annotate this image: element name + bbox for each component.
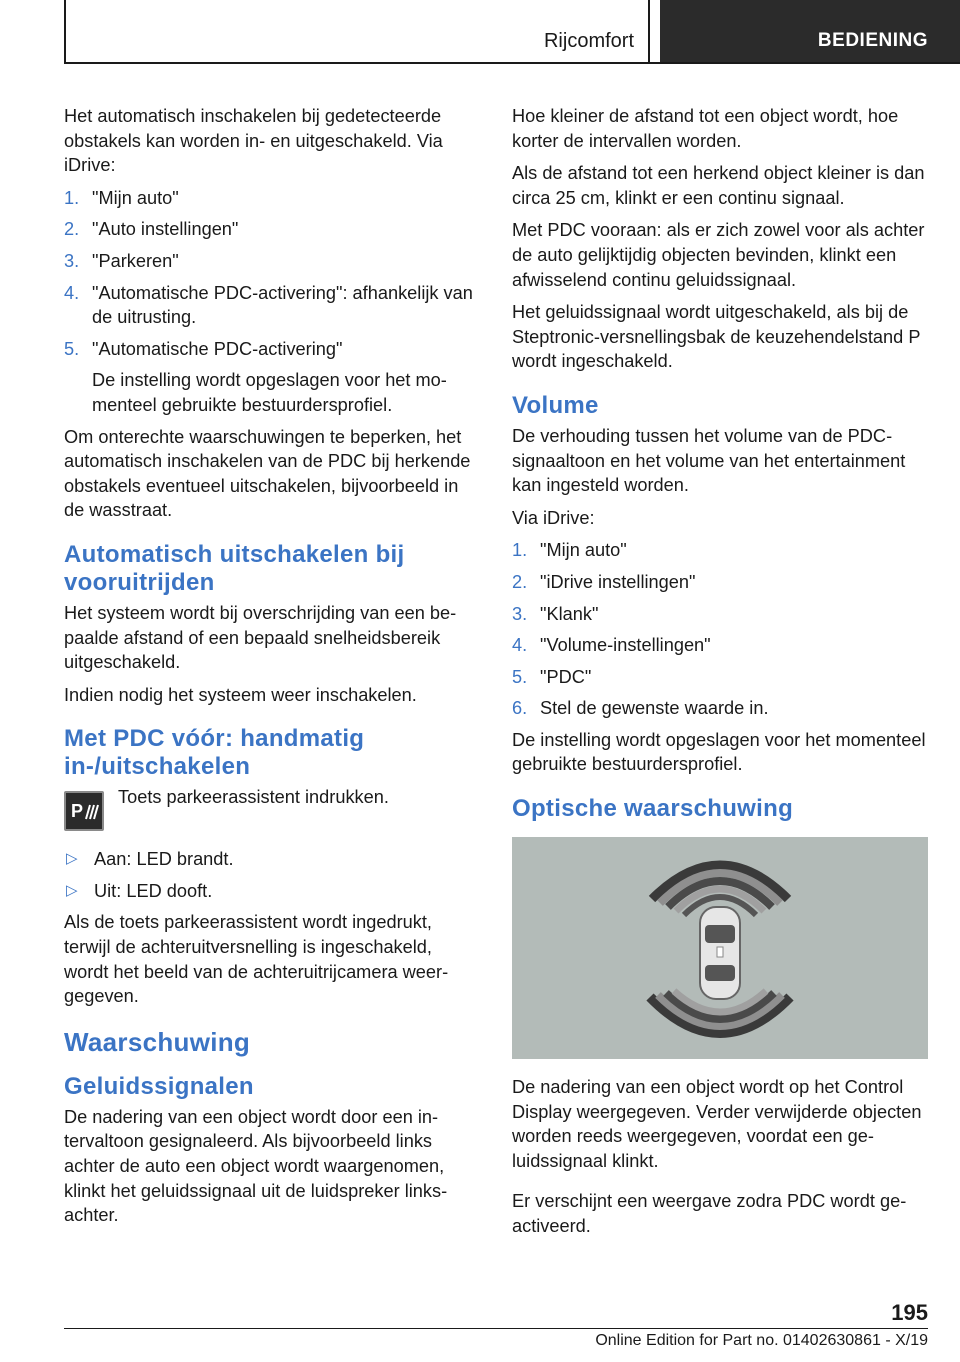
header-rule <box>64 62 960 64</box>
paragraph: Als de toets parkeerassistent wordt ingedrukt, terwijl de achteruitversnelling is ingeschakeld, wordt het beeld van de achteruitrijcamera weergegeven. <box>64 912 449 1007</box>
step-text: "iDrive instellingen" <box>540 571 696 592</box>
list-item <box>64 847 479 872</box>
paragraph: Hoe kleiner de afstand tot een object wordt, hoe korter de intervallen worden. <box>512 106 899 151</box>
step-text: "Parkeren" <box>92 250 179 271</box>
step-number: 2. <box>64 219 80 240</box>
paragraph: Het systeem wordt bij overschrijding van een bepaalde afstand of een bepaald snelheidsbereik uitgeschakeld. <box>64 602 457 673</box>
paragraph: Met PDC vooraan: als er zich zowel voor als achter de auto gelijktijdig objecten bevinden, klinkt een afwisselend continu geluidssignaal. <box>512 220 925 290</box>
right-column <box>512 104 927 1247</box>
list-item <box>512 665 927 690</box>
step-note: De instelling wordt opgeslagen voor het momenteel gebruikte bestuurdersprofiel. <box>92 370 447 415</box>
button-instruction-text: Toets parkeerassistent indrukken. <box>118 787 389 808</box>
heading-sound-signals: Geluidssignalen <box>64 1072 254 1100</box>
list-item <box>512 570 927 595</box>
step-text: "PDC" <box>540 666 592 687</box>
led-state-list <box>64 847 479 903</box>
list-item <box>512 633 927 658</box>
heading-optical-warning: Optische waarschuwing <box>512 795 794 823</box>
list-item <box>64 337 479 418</box>
svg-text:P: P <box>71 801 84 822</box>
step-number: 1. <box>512 540 528 561</box>
paragraph: Er verschijnt een weergave zodra PDC wordt geactiveerd. <box>512 1191 907 1237</box>
list-item <box>512 696 927 721</box>
list-item <box>64 879 479 904</box>
header-divider <box>648 0 650 64</box>
step-text: "Klank" <box>540 603 599 624</box>
button-instruction <box>64 785 479 835</box>
paragraph: De nadering van een object wordt door een intervaltoon gesignaleerd. Als bijvoorbeeld links achter de auto een object wordt waargenomen, klinkt het geluidssignaal uit de luidspreker linksachter. <box>64 1106 448 1226</box>
step-number: 4. <box>64 282 80 303</box>
step-text: "Automatische PDC-activering" <box>92 338 343 359</box>
step-text: "Auto instellingen" <box>92 219 239 240</box>
header-section-title: Rijcomfort <box>543 30 634 52</box>
step-number: 5. <box>512 666 528 687</box>
auto-pdc-steps <box>64 186 479 418</box>
step-number: 4. <box>512 635 528 656</box>
paragraph: Het geluidssignaal wordt uitgeschakeld, als bij de Steptronic-versnellingsbak de keuzehendelstand P wordt ingeschakeld. <box>512 302 921 372</box>
paragraph: De verhouding tussen het volume van de PDC-signaaltoon en het volume van het entertainment kan ingesteld worden. <box>512 425 906 496</box>
header-chapter-tab <box>660 0 960 62</box>
footer-edition: Online Edition for Part no. 01402630861 - X/19 <box>595 1332 928 1349</box>
step-number: 3. <box>64 250 80 271</box>
step-text: "Automatische PDC-activering": afhankelijk van de uitrusting. <box>92 282 473 328</box>
step-number: 6. <box>512 698 528 719</box>
bullet-text: Uit: LED dooft. <box>94 880 213 901</box>
step-text: "Volume-instellingen" <box>540 635 711 656</box>
triangle-bullet-icon: ▷ <box>66 850 78 868</box>
triangle-bullet-icon: ▷ <box>66 881 78 899</box>
heading-auto-off: Automatisch uitschakelen bij vooruitrijden <box>64 540 405 596</box>
footer-rule <box>64 1328 928 1329</box>
heading-volume: Volume <box>512 391 599 419</box>
left-column <box>64 104 479 1236</box>
list-item <box>64 217 479 242</box>
heading-manual-toggle: Met PDC vóór: handmatig in-/uitschakelen <box>64 725 365 781</box>
list-item <box>64 249 479 274</box>
list-item <box>512 538 927 563</box>
paragraph: Om onterechte waarschuwingen te beperken, het automatisch inschakelen van de PDC bij herkende obstakels eventueel uitschakelen, bijvoorbeeld in de wasstraat. <box>64 426 471 521</box>
pdc-display-illustration <box>512 837 928 1059</box>
paragraph: Als de afstand tot een herkend object kleiner is dan circa 25 cm, klinkt er een continu signaal. <box>512 163 925 208</box>
bullet-text: Aan: LED brandt. <box>94 849 234 870</box>
header-left-rule <box>64 0 66 64</box>
step-text: Stel de gewenste waarde in. <box>540 698 769 719</box>
paragraph: De nadering van een object wordt op het Control Display weergegeven. Verder verwijderde objecten worden reeds weergegeven, voordat een geluidssignaal klinkt. <box>512 1077 922 1171</box>
list-item <box>64 186 479 211</box>
list-item <box>512 602 927 627</box>
step-number: 1. <box>64 187 80 208</box>
park-assist-button-icon <box>64 791 104 831</box>
volume-steps <box>512 538 927 721</box>
paragraph: Indien nodig het systeem weer inschakelen. <box>64 684 417 705</box>
step-number: 5. <box>64 338 80 359</box>
paragraph: De instelling wordt opgeslagen voor het momenteel gebruikte bestuurdersprofiel. <box>512 729 926 775</box>
list-item <box>64 281 479 330</box>
heading-warning: Waarschuwing <box>64 1026 251 1057</box>
header-chapter-label: BEDIENING <box>817 30 928 51</box>
step-number: 3. <box>512 603 528 624</box>
paragraph: Via iDrive: <box>512 507 595 528</box>
intro-paragraph: Het automatisch inschakelen bij gedetecteerde obstakels kan worden in- en uitgeschakeld. Via iDrive: <box>64 106 443 176</box>
step-text: "Mijn auto" <box>92 187 179 208</box>
page-number: 195 <box>891 1300 928 1325</box>
step-text: "Mijn auto" <box>540 540 627 561</box>
step-number: 2. <box>512 571 528 592</box>
